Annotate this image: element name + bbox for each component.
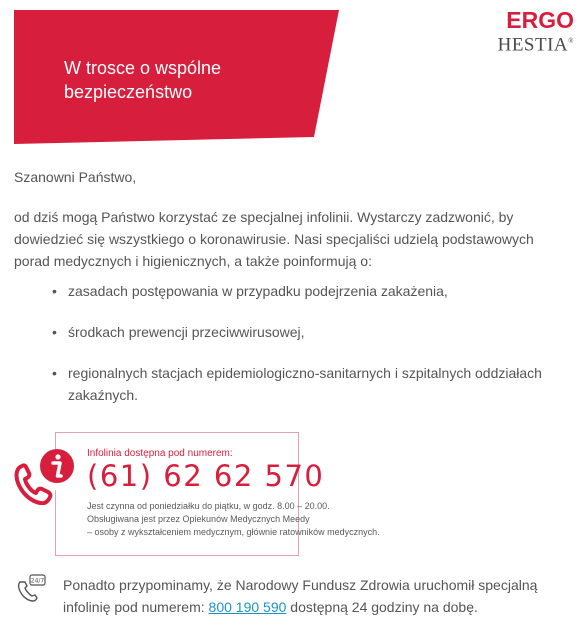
- hotline-label: Infolinia dostępna pod numerem:: [87, 448, 233, 459]
- hotline-number[interactable]: (61) 62 62 570: [87, 459, 325, 493]
- footer-note: Ponadto przypominamy, że Narodowy Fundusz Zdrowia uruchomił specjalną infolinię pod numerem: 800 190 590 dostępną 24 godziny na dobę.: [63, 577, 538, 615]
- box-border-segment: [55, 490, 56, 555]
- banner-title: W trosce o wspólne bezpieczeństwo: [64, 58, 222, 102]
- logo-hestia-text: HESTIA®: [497, 34, 574, 56]
- intro-paragraph: od dziś mogą Państwo korzystać ze specjalnej infolinii. Wystarczy zadzwonić, by dowiedzieć się wszystkiego o koronawirusie. Nasi specjaliści udzielą podstawowych porad medycznych i higienicznych, a także poinformują o:: [14, 209, 534, 269]
- info-icon: [39, 448, 75, 484]
- list-item: • środkach prewencji przeciwwirusowej,: [14, 321, 554, 343]
- list-item: • regionalnych stacjach epidemiologiczno-sanitarnych i szpitalnych oddziałach zakaźnych.: [14, 362, 554, 406]
- logo-ergo-text: ERGO: [506, 7, 574, 33]
- phone-24-7-icon: [16, 574, 46, 604]
- hotline-description: Jest czynna od poniedziałku do piątku, w godz. 8.00 – 20.00. Obsługiwana jest przez Opiekunów Medycznych Meedy – osoby z wykształceniem medycznym, głównie ratowników medycznych.: [87, 501, 380, 537]
- svg-text:24/7: 24/7: [30, 577, 45, 585]
- ergo-hestia-logo[interactable]: [494, 8, 574, 54]
- info-topics-list: [14, 280, 554, 425]
- bullet-icon: •: [52, 283, 57, 299]
- bullet-icon: •: [52, 324, 57, 340]
- bullet-icon: •: [52, 365, 57, 381]
- nfz-phone-link[interactable]: 800 190 590: [208, 599, 287, 615]
- greeting: Szanowni Państwo,: [14, 169, 137, 185]
- list-item: • zasadach postępowania w przypadku podejrzenia zakażenia,: [14, 280, 554, 302]
